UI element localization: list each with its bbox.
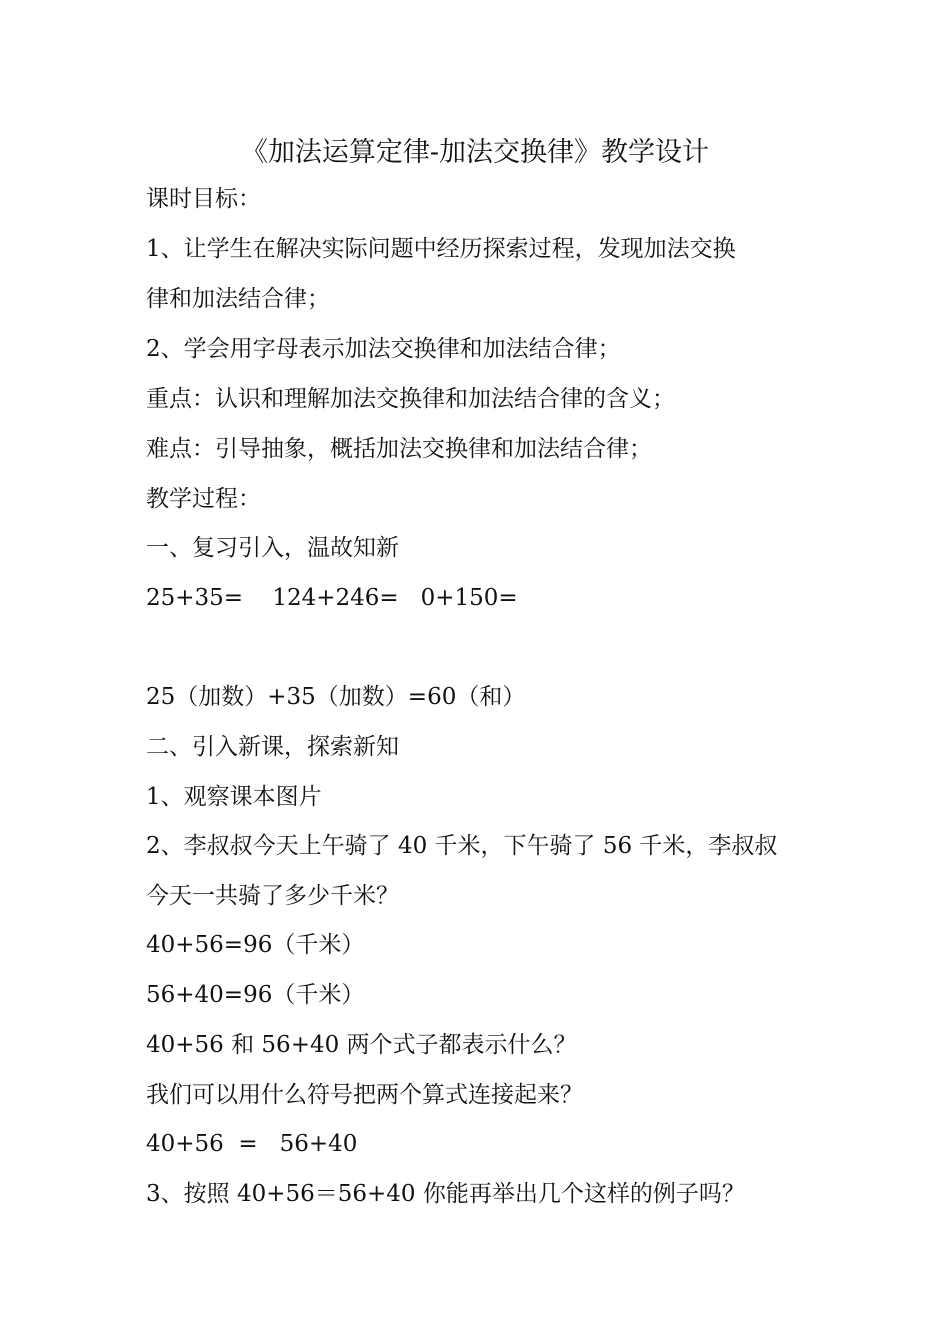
text-line-objective-1b: 律和加法结合律； [146, 286, 330, 312]
text-line-section-1: 一、复习引入，温故知新 [146, 535, 399, 561]
text-line-equality: 40+56 = 56+40 [146, 1131, 358, 1157]
text-line-question-2: 我们可以用什么符号把两个算式连接起来？ [146, 1082, 583, 1108]
text-line-section-2: 二、引入新课，探索新知 [146, 734, 399, 760]
document-title: 《加法运算定律-加法交换律》教学设计 [240, 137, 710, 168]
text-line-step-3: 3、按照 40+56＝56+40 你能再举出几个这样的例子吗？ [146, 1181, 745, 1207]
text-line-equation-1: 40+56=96（千米） [146, 932, 365, 958]
text-line-objective-1a: 1、让学生在解决实际问题中经历探索过程，发现加法交换 [146, 236, 736, 262]
text-line-process-heading: 教学过程： [146, 486, 261, 512]
text-line-question-1: 40+56 和 56+40 两个式子都表示什么？ [146, 1032, 577, 1058]
text-line-review-equations: 25+35= 124+246= 0+150= [146, 585, 518, 611]
text-line-step-1: 1、观察课本图片 [146, 784, 322, 810]
text-line-equation-2: 56+40=96（千米） [146, 982, 365, 1008]
text-line-objectives-heading: 课时目标： [146, 186, 261, 212]
text-line-step-2b: 今天一共骑了多少千米？ [146, 883, 399, 909]
text-line-objective-2: 2、学会用字母表示加法交换律和加法结合律； [146, 336, 621, 362]
text-line-step-2a: 2、李叔叔今天上午骑了 40 千米，下午骑了 56 千米，李叔叔 [146, 833, 778, 859]
text-line-key-point: 重点：认识和理解加法交换律和加法结合律的含义； [146, 386, 675, 412]
text-line-difficulty: 难点：引导抽象，概括加法交换律和加法结合律； [146, 436, 652, 462]
text-line-addend-sum: 25（加数）+35（加数）=60（和） [146, 684, 526, 710]
